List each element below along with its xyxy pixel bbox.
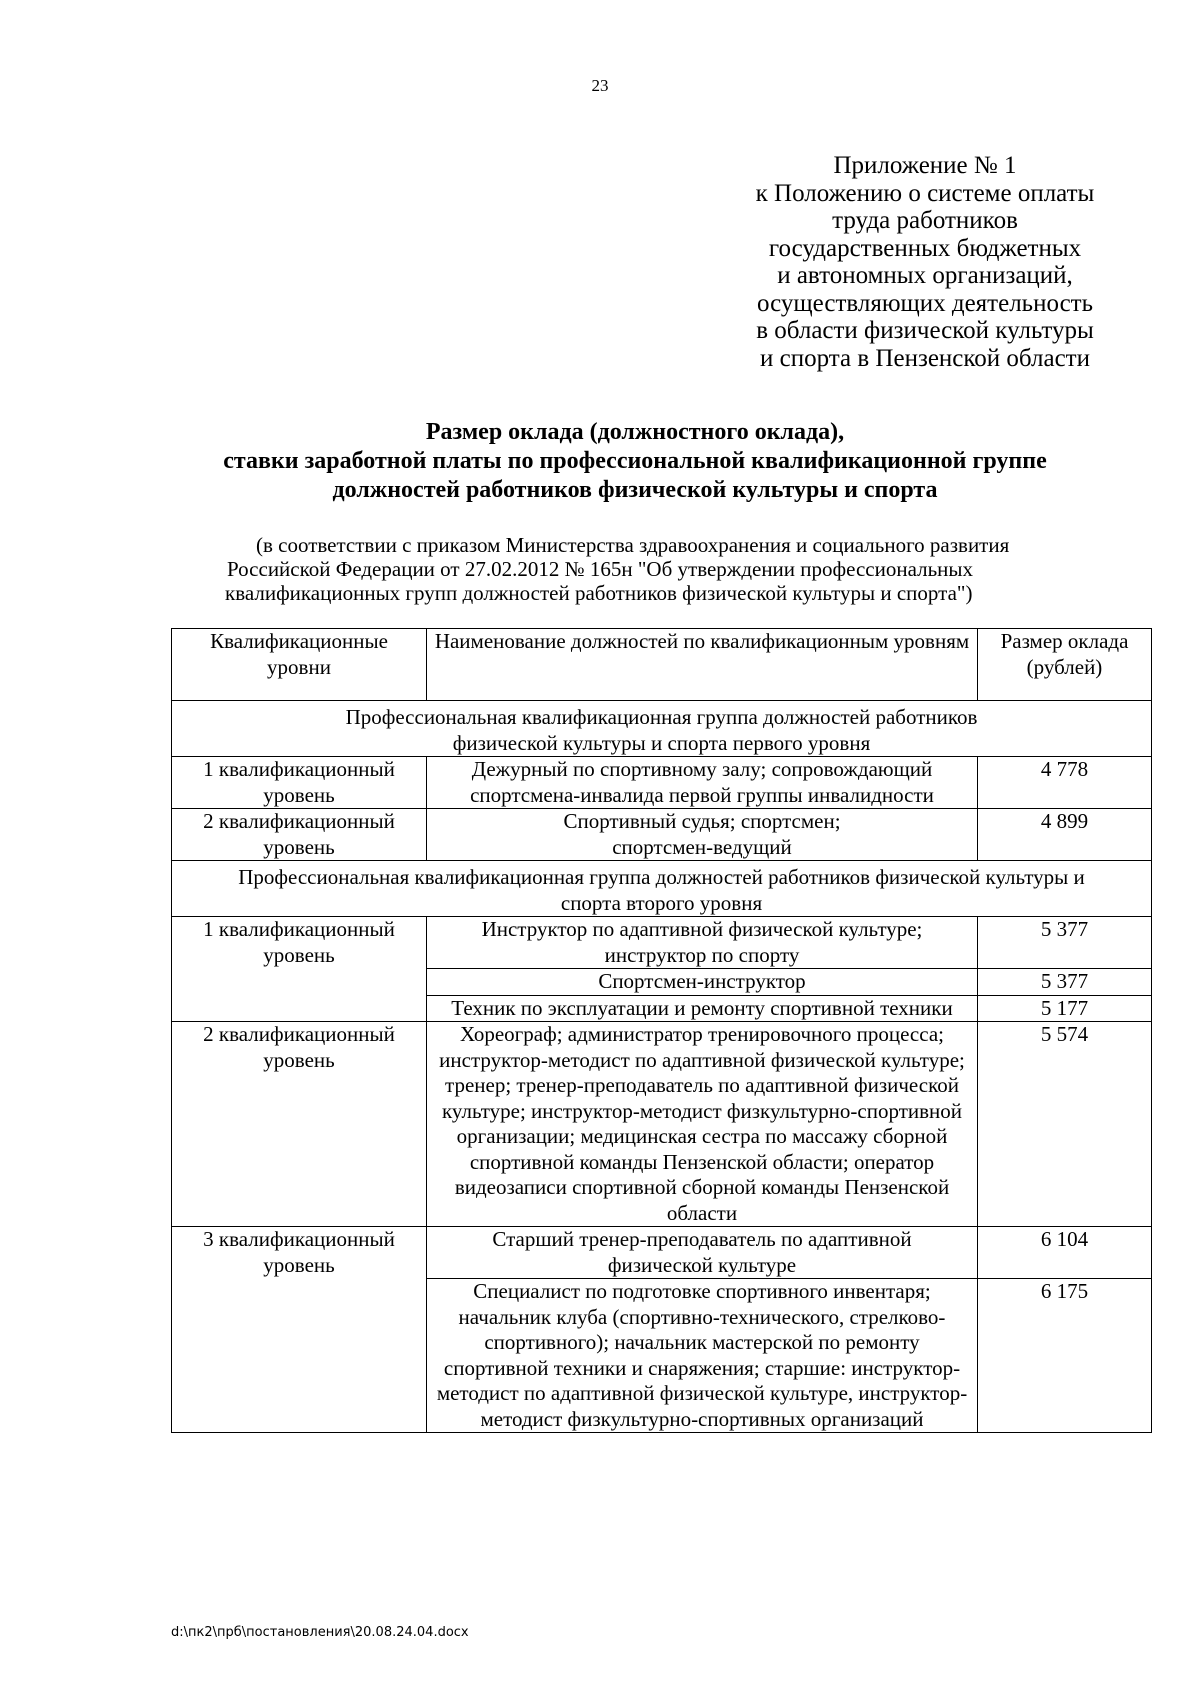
table-header-row [172, 629, 1152, 701]
positions-cell: Дежурный по спортивному залу; сопровождающий спортсмена-инвалида первой группы инвалидности [427, 757, 978, 809]
appendix-line: Приложение № 1 [833, 152, 1017, 179]
title-line: Размер оклада (должностного оклада), [425, 419, 845, 445]
salary-table [171, 628, 1152, 1433]
group-title-row [172, 861, 1152, 917]
positions-cell: Спортсмен-инструктор [427, 969, 978, 996]
table-row [172, 1022, 1152, 1227]
header-salary: Размер оклада (рублей) [978, 629, 1152, 701]
group-title: Профессиональная квалификационная группа должностей работников физической культуры и спорта второго уровня [172, 861, 1152, 917]
page-number: 23 [591, 76, 609, 95]
positions-cell: Инструктор по адаптивной физической культуре; инструктор по спорту [427, 917, 978, 969]
table-row [172, 757, 1152, 809]
appendix-line: осуществляющих деятельность [756, 289, 1094, 317]
level-cell: 2 квалификационный уровень [172, 1022, 427, 1227]
salary-cell: 5 377 [978, 917, 1152, 969]
table-row [172, 1227, 1152, 1279]
group-title: Профессиональная квалификационная группа должностей работников физической культуры и спорта первого уровня [172, 701, 1152, 757]
salary-cell: 6 175 [978, 1279, 1152, 1433]
salary-cell: 4 899 [978, 809, 1152, 861]
file-path-footer: d:\пк2\прб\постановления\20.08.24.04.docx [171, 1625, 469, 1640]
header-level: Квалификационные уровни [172, 629, 427, 701]
title-line: должностей работников физической культуры и спорта [332, 477, 938, 503]
appendix-line: и спорта в Пензенской области [760, 344, 1090, 372]
appendix-line: труда работников [832, 207, 1018, 234]
appendix-line: к Положению о системе оплаты [755, 179, 1095, 207]
level-cell: 3 квалификационный уровень [172, 1227, 427, 1433]
positions-cell: Специалист по подготовке спортивного инвентаря; начальник клуба (спортивно-технического, стрелково-спортивного); начальник мастерской по ремонту спортивной техники и снаряжения; старшие: инструктор-методист по адаптивной физической культуре, инструктор-методист физкультурно-спортивных организаций [427, 1279, 978, 1433]
salary-cell: 5 574 [978, 1022, 1152, 1227]
reference-line: (в соответствии с приказом Министерства здравоохранения и социального развития [256, 533, 1010, 557]
positions-cell: Техник по эксплуатации и ремонту спортивной техники [427, 995, 978, 1022]
table-row [172, 917, 1152, 969]
salary-cell: 6 104 [978, 1227, 1152, 1279]
level-cell: 1 квалификационный уровень [172, 757, 427, 809]
reference-line: Российской Федерации от 27.02.2012 № 165н "Об утверждении профессиональных [227, 557, 974, 581]
positions-cell: Спортивный судья; спортсмен; спортсмен-ведущий [427, 809, 978, 861]
table-row [172, 809, 1152, 861]
group-title-row [172, 701, 1152, 757]
salary-cell: 5 177 [978, 995, 1152, 1022]
level-cell: 2 квалификационный уровень [172, 809, 427, 861]
reference-note [200, 533, 1160, 605]
appendix-line: и автономных организаций, [777, 262, 1073, 289]
appendix-line: государственных бюджетных [768, 234, 1082, 262]
title-line: ставки заработной платы по профессиональной квалификационной группе [223, 448, 1047, 474]
positions-cell: Старший тренер-преподаватель по адаптивной физической культуре [427, 1227, 978, 1279]
appendix-line: в области физической культуры [756, 317, 1094, 344]
header-positions: Наименование должностей по квалификационным уровням [427, 629, 978, 701]
reference-line: квалификационных групп должностей работников физической культуры и спорта") [225, 581, 973, 605]
document-title [150, 418, 1120, 505]
salary-cell: 5 377 [978, 969, 1152, 996]
positions-cell: Хореограф; администратор тренировочного процесса; инструктор-методист по адаптивной физической культуре; тренер; тренер-преподаватель по адаптивной физической культуре; инструктор-методист физкультурно-спортивной организации; медицинская сестра по массажу сборной спортивной команды Пензенской области; оператор видеозаписи спортивной сборной команды Пензенской области [427, 1022, 978, 1227]
level-cell: 1 квалификационный уровень [172, 917, 427, 1022]
salary-cell: 4 778 [978, 757, 1152, 809]
appendix-heading [700, 152, 1150, 372]
